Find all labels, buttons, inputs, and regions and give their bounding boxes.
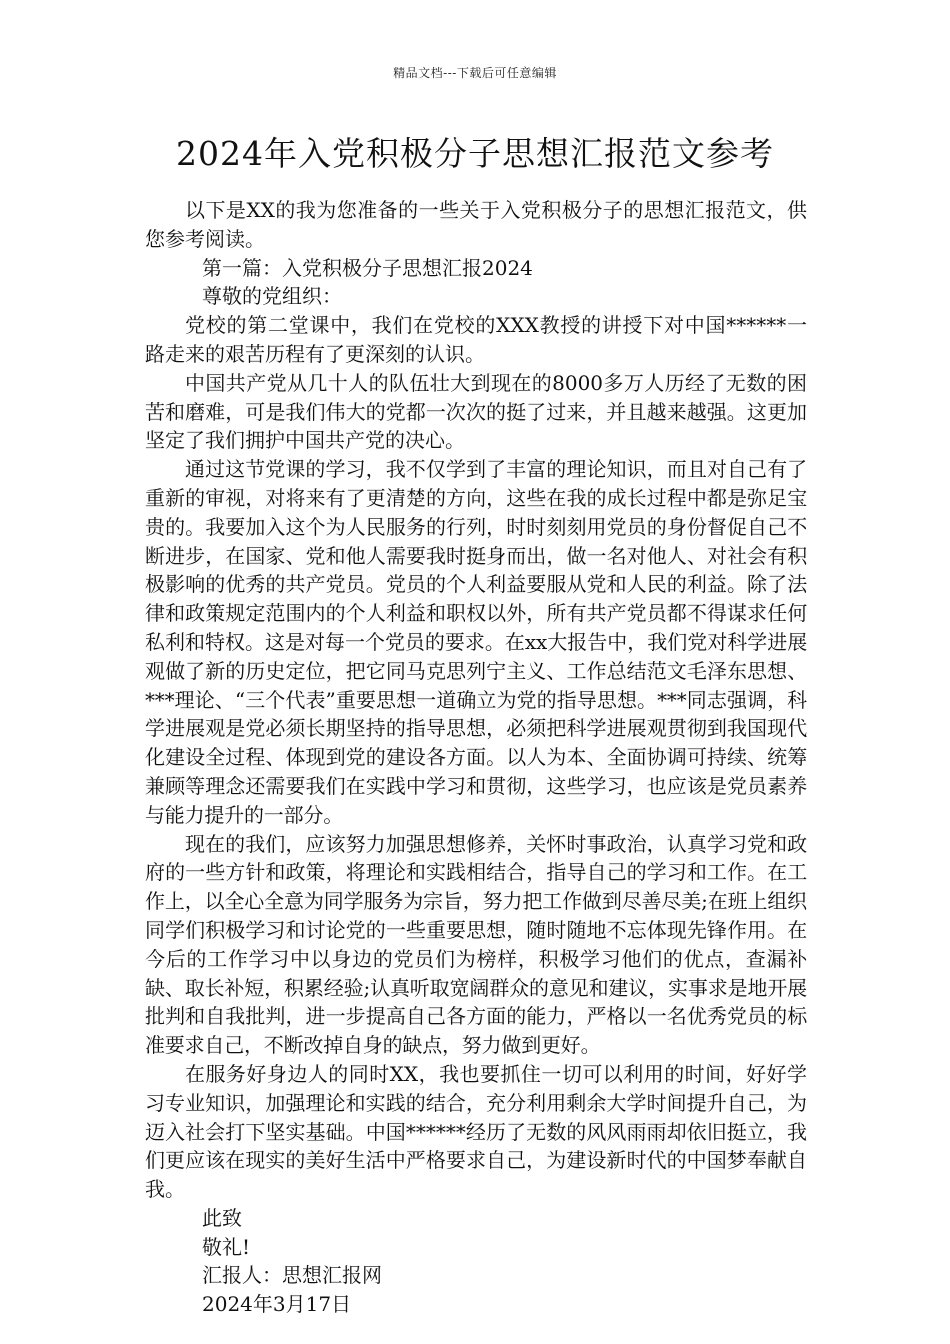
signature: 汇报人：思想汇报网 [202, 1263, 382, 1288]
body-paragraph-5: 在服务好身边人的同时XX，我也要抓住一切可以利用的时间，好好学习专业知识，加强理论和实践的结合，充分利用剩余大学时间提升自己，为迈入社会打下坚实基础。中国******经历了无数的风风雨雨却依旧挺立，我们更应该在现实的美好生活中严格要求自己，为建设新时代的中国梦奉献自我。 [145, 1061, 807, 1202]
document-body [145, 196, 807, 1319]
body-paragraph-4: 现在的我们，应该努力加强思想修养，关怀时事政治，认真学习党和政府的一些方针和政策，将理论和实践相结合，指导自己的学习和工作。在工作上，以全心全意为同学服务为宗旨，努力把工作做到尽善尽美;在班上组织同学们积极学习和讨论党的一些重要思想，随时随地不忘体现先锋作用。在今后的工作学习中以身边的党员们为榜样，积极学习他们的优点，查漏补缺、取长补短，积累经验;认真听取宽阔群众的意见和建议，实事求是地开展批判和自我批判，进一步提高自己各方面的能力，严格以一名优秀党员的标准要求自己，不断改掉自身的缺点，努力做到更好。 [145, 831, 807, 1058]
body-paragraph-3: 通过这节党课的学习，我不仅学到了丰富的理论知识，而且对自己有了重新的审视，对将来有了更清楚的方向，这些在我的成长过程中都是弥足宝贵的。我要加入这个为人民服务的行列，时时刻刻用党员的身份督促自己不断进步，在国家、党和他人需要我时挺身而出，做一名对他人、对社会有积极影响的优秀的共产党员。党员的个人利益要服从党和人民的利益。除了法律和政策规定范围内的个人利益和职权以外，所有共产党员都不得谋求任何私利和特权。这是对每一个党员的要求。在xx大报告中，我们党对科学进展观做了新的历史定位，把它同马克思列宁主义、工作总结范文毛泽东思想、***理论、“三个代表”重要思想一道确立为党的指导思想。***同志强调，科学进展观是党必须长期坚持的指导思想，必须把科学进展观贯彻到我国现代化建设全过程、体现到党的建设各方面。以人为本、全面协调可持续、统筹兼顾等理念还需要我们在实践中学习和贯彻，这些学习，也应该是党员素养与能力提升的一部分。 [145, 457, 807, 827]
date: 2024年3月17日 [202, 1292, 352, 1317]
closing: 此致 [202, 1205, 242, 1230]
document-title: 2024年入党积极分子思想汇报范文参考 [176, 134, 774, 173]
section-heading: 第一篇：入党积极分子思想汇报2024 [202, 255, 533, 280]
intro-paragraph: 以下是XX的我为您准备的一些关于入党积极分子的思想汇报范文，供您参考阅读。 [145, 198, 807, 251]
salutation: 尊敬的党组织： [202, 284, 342, 309]
regards: 敬礼! [202, 1234, 251, 1259]
header-note: 精品文档---下载后可任意编辑 [393, 66, 557, 80]
body-paragraph-1: 党校的第二堂课中，我们在党校的XXX教授的讲授下对中国******一路走来的艰苦历程有了更深刻的认识。 [145, 313, 807, 366]
body-paragraph-2: 中国共产党从几十人的队伍壮大到现在的8000多万人历经了无数的困苦和磨难，可是我们伟大的党都一次次的挺了过来，并且越来越强。这更加坚定了我们拥护中国共产党的决心。 [145, 370, 807, 453]
